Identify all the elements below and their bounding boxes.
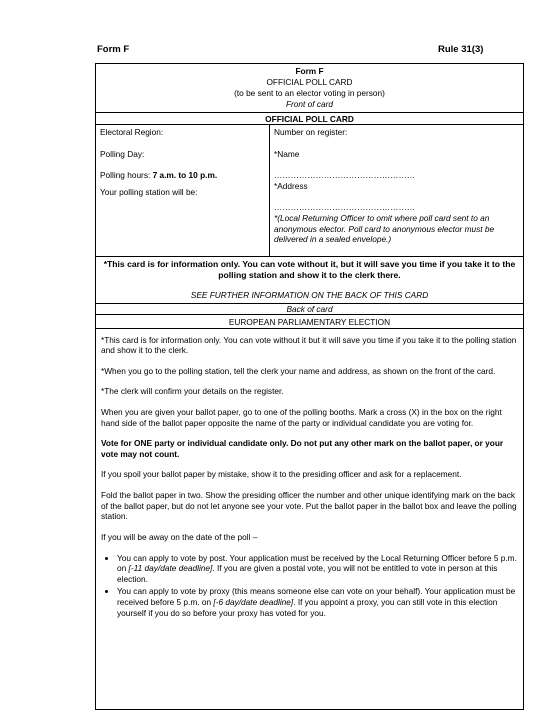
- card-title: OFFICIAL POLL CARD: [96, 113, 523, 125]
- poll-card: [95, 63, 524, 710]
- heading-subtitle: (to be sent to an elector voting in person): [234, 88, 385, 98]
- proxy-vote-item: [117, 586, 518, 618]
- para-3: *The clerk will confirm your details on the register.: [101, 386, 284, 397]
- b2-text-a: You can apply to vote by proxy (this means someone else can vote on your behalf). Your application must be received before 5 p.m. on: [117, 586, 516, 607]
- form-label: Form F: [97, 44, 130, 55]
- para-7: Fold the ballot paper in two. Show the presiding officer the number and other unique identifying mark on the back of the ballot paper, but do not let anyone see your vote. Put the ballot paper in the ballot box and leave the polling station.: [101, 490, 517, 522]
- name-dots: ……………………………………………: [274, 170, 416, 181]
- hours-value: 7 a.m. to 10 p.m.: [152, 170, 218, 181]
- left-column: [96, 125, 270, 256]
- anonymous-note: *(Local Returning Officer to omit where poll card sent to an anonymous elector. Poll card to anonymous elector must be delivered in a sealed envelope.): [274, 213, 495, 245]
- heading-title: OFFICIAL POLL CARD: [266, 77, 353, 87]
- para-5: Vote for ONE party or individual candidate only. Do not put any other mark on the ballot paper, or your vote may not count.: [101, 438, 504, 459]
- para-4: When you are given your ballot paper, go to one of the polling booths. Mark a cross (X) in the box on the right hand side of the ballot paper opposite the name of the party or individual candidate you are voting for.: [101, 407, 502, 428]
- electoral-region: Electoral Region:: [100, 127, 164, 137]
- away-options: [101, 553, 518, 619]
- polling-hours: [100, 170, 265, 181]
- address-field: *Address: [274, 180, 308, 191]
- election-title: EUROPEAN PARLIAMENTARY ELECTION: [96, 315, 523, 329]
- para-2: *When you go to the polling station, tell the clerk your name and address, as shown on the front of the card.: [101, 365, 496, 376]
- para-8: If you will be away on the date of the poll –: [101, 531, 258, 542]
- b2-deadline: [-6 day/date deadline]: [213, 596, 294, 607]
- b1-text-b: . If you are given a postal vote, you will not be entitled to vote in person at this election.: [117, 563, 498, 584]
- b1-text-a: You can apply to vote by post. Your application must be received by the Local Returning Officer before 5 p.m. on: [117, 552, 517, 574]
- polling-day: Polling Day:: [100, 148, 145, 159]
- b1-deadline: [-11 day/date deadline]: [128, 563, 213, 574]
- front-fields: [96, 125, 523, 257]
- hours-label: Polling hours:: [100, 170, 153, 181]
- card-heading: [96, 64, 523, 113]
- back-label: Back of card: [96, 304, 523, 315]
- see-back: SEE FURTHER INFORMATION ON THE BACK OF THIS CARD: [190, 290, 429, 300]
- info-bold: *This card is for information only. You can vote without it, but it will save you time if you take it to the polling station and show it to the clerk there.: [103, 259, 516, 280]
- para-1: *This card is for information only. You can vote without it but it will save you time if you take it to the polling station and show it to the clerk.: [101, 334, 517, 356]
- right-column: [270, 125, 523, 256]
- info-block: [96, 257, 523, 304]
- rule-label: Rule 31(3): [438, 44, 484, 55]
- heading-side: Front of card: [285, 99, 334, 109]
- polling-station: Your polling station will be:: [100, 186, 198, 197]
- register-number: Number on register:: [274, 127, 348, 137]
- address-dots: ……………………………………………: [274, 202, 416, 213]
- back-text: [96, 329, 523, 619]
- b2-text-b: . If you appoint a proxy, you can still vote in this election yourself if you do so before your proxy has voted for you.: [117, 596, 498, 618]
- postal-vote-item: [117, 553, 518, 585]
- heading-form: Form F: [295, 66, 324, 76]
- name-field: *Name: [274, 148, 300, 159]
- para-6: If you spoil your ballot paper by mistake, show it to the presiding officer and ask for a replacement.: [101, 469, 462, 480]
